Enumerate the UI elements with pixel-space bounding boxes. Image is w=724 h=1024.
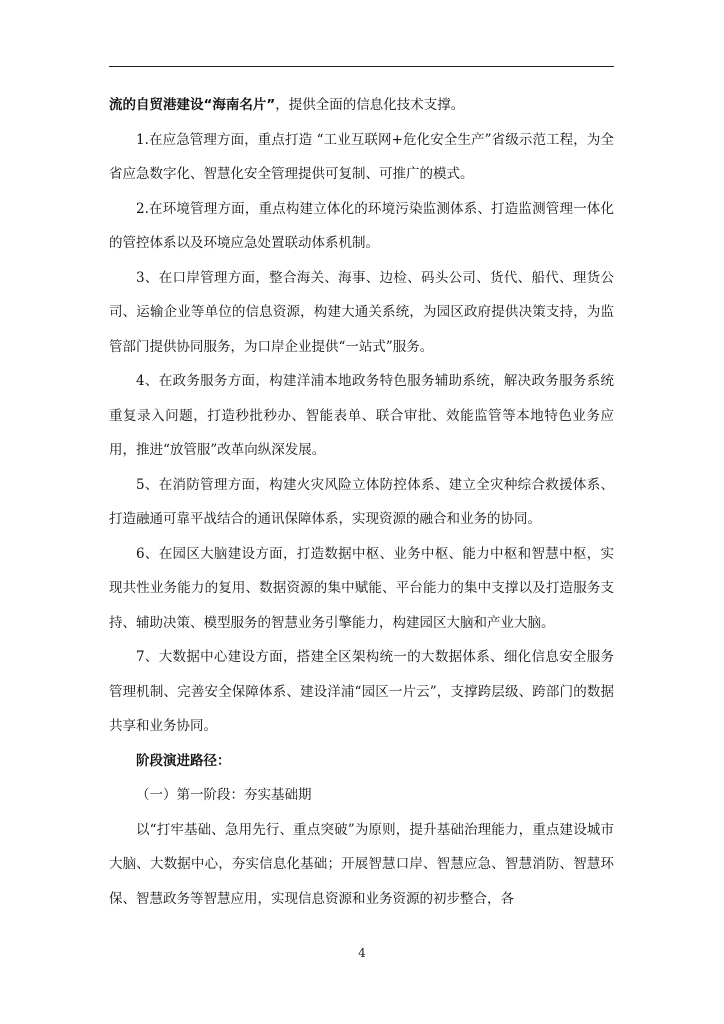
header-rule — [109, 66, 614, 67]
document-body — [109, 88, 614, 916]
intro-bold-text: 流的自贸港建设“海南名片” — [109, 97, 276, 113]
intro-paragraph — [109, 88, 614, 123]
intro-text: ，提供全面的信息化技术支撑。 — [275, 97, 465, 113]
paragraph-brain: 6、在园区大脑建设方面，打造数据中枢、业务中枢、能力中枢和智慧中枢，实现共性业务能力的复用、数据资源的集中赋能、平台能力的集中支撑以及打造服务支持、辅助决策、模型服务的智慧业务引擎能力，构建园区大脑和产业大脑。 — [109, 545, 614, 631]
stage-paragraph: 以“打牢基础、急用先行、重点突破”为原则，提升基础治理能力，重点建设城市大脑、大数据中心，夯实信息化基础；开展智慧口岸、智慧应急、智慧消防、智慧环保、智慧政务等智慧应用，实现信息资源和业务资源的初步整合，各 — [109, 821, 614, 907]
paragraph-fire: 5、在消防管理方面，构建火灾风险立体防控体系、建立全灾种综合救援体系、打造融通可靠平战结合的通讯保障体系，实现资源的融合和业务的协同。 — [109, 476, 614, 527]
section-heading: 阶段演进路径： — [136, 752, 231, 769]
paragraph-government: 4、在政务服务方面，构建洋浦本地政务特色服务辅助系统，解决政务服务系统重复录入问题，打造秒批秒办、智能表单、联合审批、效能监管等本地特色业务应用，推进“放管服”改革向纵深发展。 — [109, 373, 614, 458]
paragraph-bigdata: 7、大数据中心建设方面，搭建全区架构统一的大数据体系、细化信息安全服务管理机制、完善安全保障体系、建设洋浦“园区一片云”，支撑跨层级、跨部门的数据共享和业务协同。 — [109, 649, 614, 734]
stage-title: （一）第一阶段：夯实基础期 — [136, 787, 312, 803]
page-number: 4 — [358, 946, 366, 960]
paragraph-environment: 2.在环境管理方面，重点构建立体化的环境污染监测体系、打造监测管理一体化的管控体系以及环境应急处置联动体系机制。 — [109, 200, 614, 251]
paragraph-port: 3、在口岸管理方面，整合海关、海事、边检、码头公司、货代、船代、理货公司、运输企业等单位的信息资源，构建大通关系统，为园区政府提供决策支持，为监管部门提供协同服务，为口岸企业提供“一站式”服务。 — [109, 269, 614, 355]
paragraph-emergency: 1.在应急管理方面，重点打造 “工业互联网+危化安全生产”省级示范工程，为全省应急数字化、智慧化安全管理提供可复制、可推广的模式。 — [109, 131, 614, 182]
